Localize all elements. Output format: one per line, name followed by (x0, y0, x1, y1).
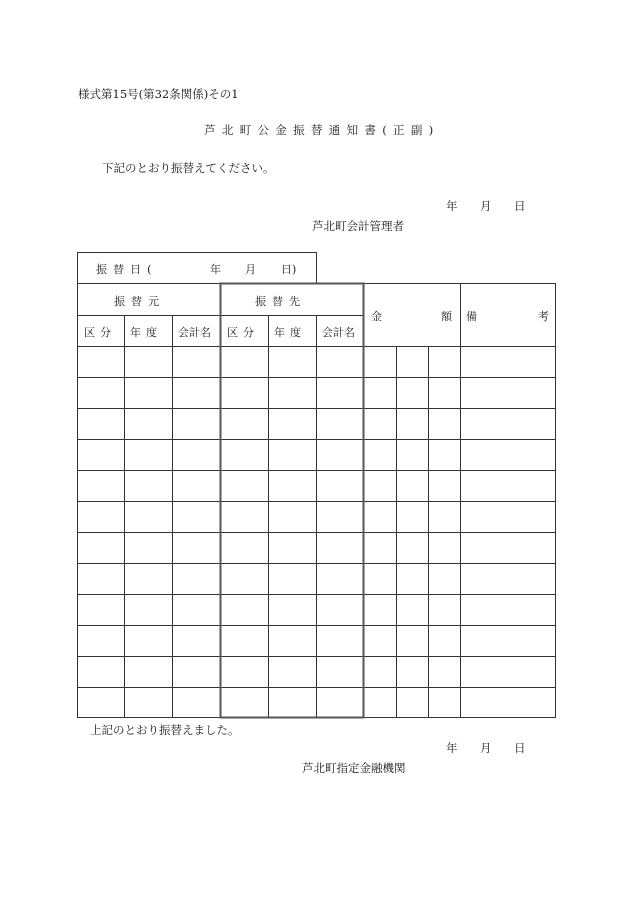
remarks-header-left: 備 (466, 310, 477, 323)
document-title: 芦北町公金振替通知書(正副) (204, 123, 440, 137)
remarks-header-right: 考 (538, 310, 549, 323)
completion-text: 上記のとおり振替えました。 (90, 723, 240, 737)
transfer-date-year: 年 (210, 263, 221, 276)
transfer-date-label: 振替日( (96, 263, 158, 276)
request-text: 下記のとおり振替えてください。 (102, 161, 275, 175)
dest-header: 振替先 (255, 295, 307, 308)
source-fiscal-year-header: 年度 (130, 326, 162, 339)
date-bottom-year: 年 (446, 741, 458, 755)
date-top-year: 年 (446, 199, 458, 213)
source-account-name-header: 会計名 (178, 326, 211, 339)
bank-name: 芦北町指定金融機関 (302, 761, 406, 775)
dest-fiscal-year-header: 年度 (274, 326, 306, 339)
dest-category-header: 区分 (227, 326, 259, 339)
source-category-header: 区分 (84, 326, 116, 339)
date-top-day: 日 (514, 199, 526, 213)
transfer-date-close: 日) (281, 263, 297, 276)
dest-account-name-header: 会計名 (322, 326, 355, 339)
issuer-name: 芦北町会計管理者 (312, 219, 404, 233)
date-bottom-day: 日 (514, 741, 526, 755)
amount-header-left: 金 (371, 310, 382, 323)
source-header: 振替元 (114, 295, 166, 308)
amount-header-right: 額 (441, 310, 452, 323)
transfer-date-month: 月 (245, 263, 256, 276)
date-top-month: 月 (480, 199, 492, 213)
date-bottom-month: 月 (480, 741, 492, 755)
form-number: 様式第15号(第32条関係)その1 (78, 87, 239, 101)
